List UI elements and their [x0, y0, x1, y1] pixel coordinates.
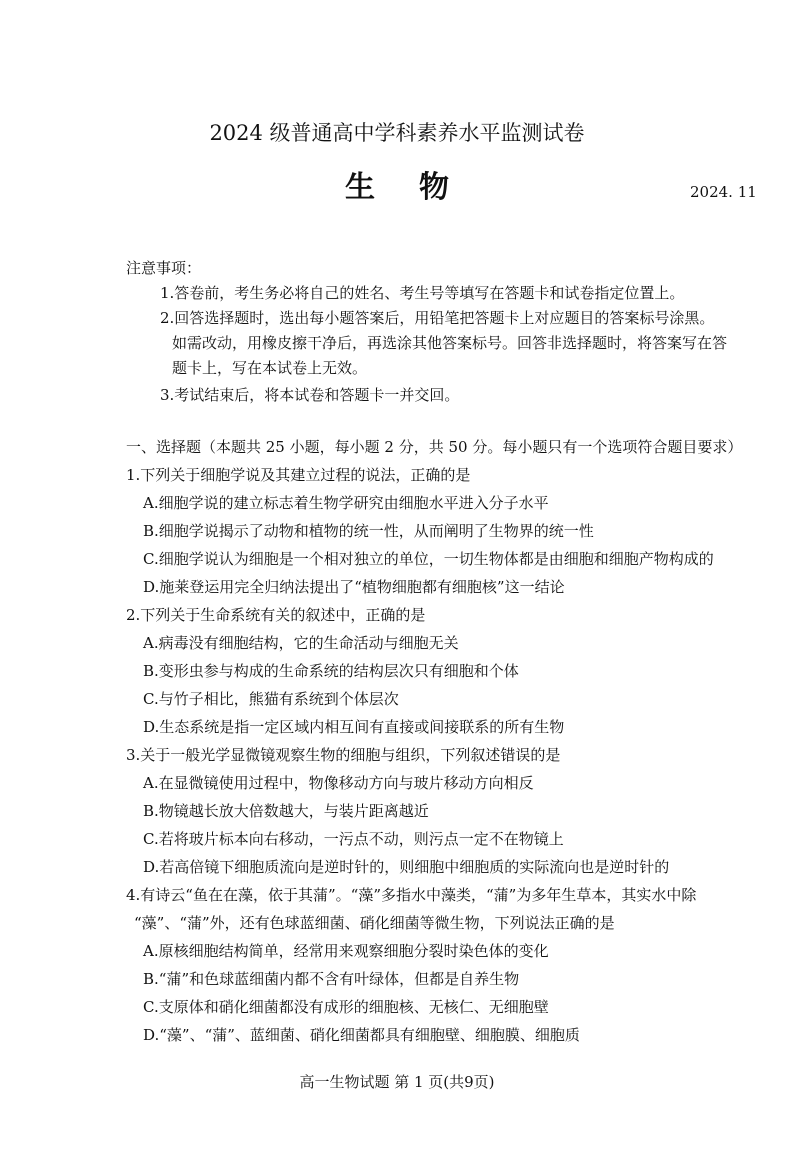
question-option: D.生态系统是指一定区域内相互间有直接或间接联系的所有生物	[143, 718, 565, 736]
question-option: C.支原体和硝化细菌都没有成形的细胞核、无核仁、无细胞壁	[143, 998, 549, 1016]
question-option: B.变形虫参与构成的生命系统的结构层次只有细胞和个体	[143, 662, 519, 680]
question-option: C.与竹子相比，熊猫有系统到个体层次	[143, 690, 399, 708]
question-stem: 1.下列关于细胞学说及其建立过程的说法，正确的是	[126, 466, 471, 484]
question-stem-continued: “藻”、“蒲”外，还有色球蓝细菌、硝化细菌等微生物，下列说法正确的是	[134, 914, 615, 932]
question-stem: 3.关于一般光学显微镜观察生物的细胞与组织，下列叙述错误的是	[126, 746, 561, 764]
question-stem: 2.下列关于生命系统有关的叙述中，正确的是	[126, 606, 426, 624]
subject-title: 生物	[345, 170, 493, 205]
question-option: B.“蒲”和色球蓝细菌内都不含有叶绿体，但都是自养生物	[143, 970, 520, 988]
question-option: A.在显微镜使用过程中，物像移动方向与玻片移动方向相反	[143, 774, 534, 792]
question-option: C.细胞学说认为细胞是一个相对独立的单位，一切生物体都是由细胞和细胞产物构成的	[143, 550, 714, 568]
question-option: A.病毒没有细胞结构，它的生命活动与细胞无关	[143, 634, 459, 652]
notice-line: 题卡上，写在本试卷上无效。	[172, 359, 368, 377]
notice-line: 3.考试结束后，将本试卷和答题卡一并交回。	[160, 386, 460, 404]
exam-date: 2024. 11	[690, 183, 757, 201]
exam-title: 2024 级普通高中学科素养水平监测试卷	[209, 121, 585, 145]
question-option: A.原核细胞结构简单，经常用来观察细胞分裂时染色体的变化	[143, 942, 549, 960]
section-heading: 一、选择题（本题共 25 小题，每小题 2 分，共 50 分。每小题只有一个选项符合题目要求）	[126, 438, 743, 456]
question-option: C.若将玻片标本向右移动，一污点不动，则污点一定不在物镜上	[143, 830, 564, 848]
notice-line: 1.答卷前，考生务必将自己的姓名、考生号等填写在答题卡和试卷指定位置上。	[160, 284, 685, 302]
page-footer: 高一生物试题 第 1 页(共9页)	[299, 1073, 495, 1091]
question-stem: 4.有诗云“鱼在在藻，依于其蒲”。“藻”多指水中藻类，“蒲”为多年生草本，其实水中除	[126, 886, 697, 904]
question-option: D.施莱登运用完全归纳法提出了“植物细胞都有细胞核”这一结论	[143, 578, 565, 596]
question-option: B.物镜越长放大倍数越大，与装片距离越近	[143, 802, 429, 820]
question-option: D.“藻”、“蒲”、蓝细菌、硝化细菌都具有细胞壁、细胞膜、细胞质	[143, 1026, 580, 1044]
notice-line: 2.回答选择题时，选出每小题答案后，用铅笔把答题卡上对应题目的答案标号涂黑。	[160, 309, 715, 327]
notice-line: 如需改动，用橡皮擦干净后，再选涂其他答案标号。回答非选择题时，将答案写在答	[172, 334, 728, 352]
question-option: B.细胞学说揭示了动物和植物的统一性，从而阐明了生物界的统一性	[143, 522, 594, 540]
question-option: D.若高倍镜下细胞质流向是逆时针的，则细胞中细胞质的实际流向也是逆时针的	[143, 858, 670, 876]
notice-heading: 注意事项：	[126, 259, 202, 277]
question-option: A.细胞学说的建立标志着生物学研究由细胞水平进入分子水平	[143, 494, 549, 512]
